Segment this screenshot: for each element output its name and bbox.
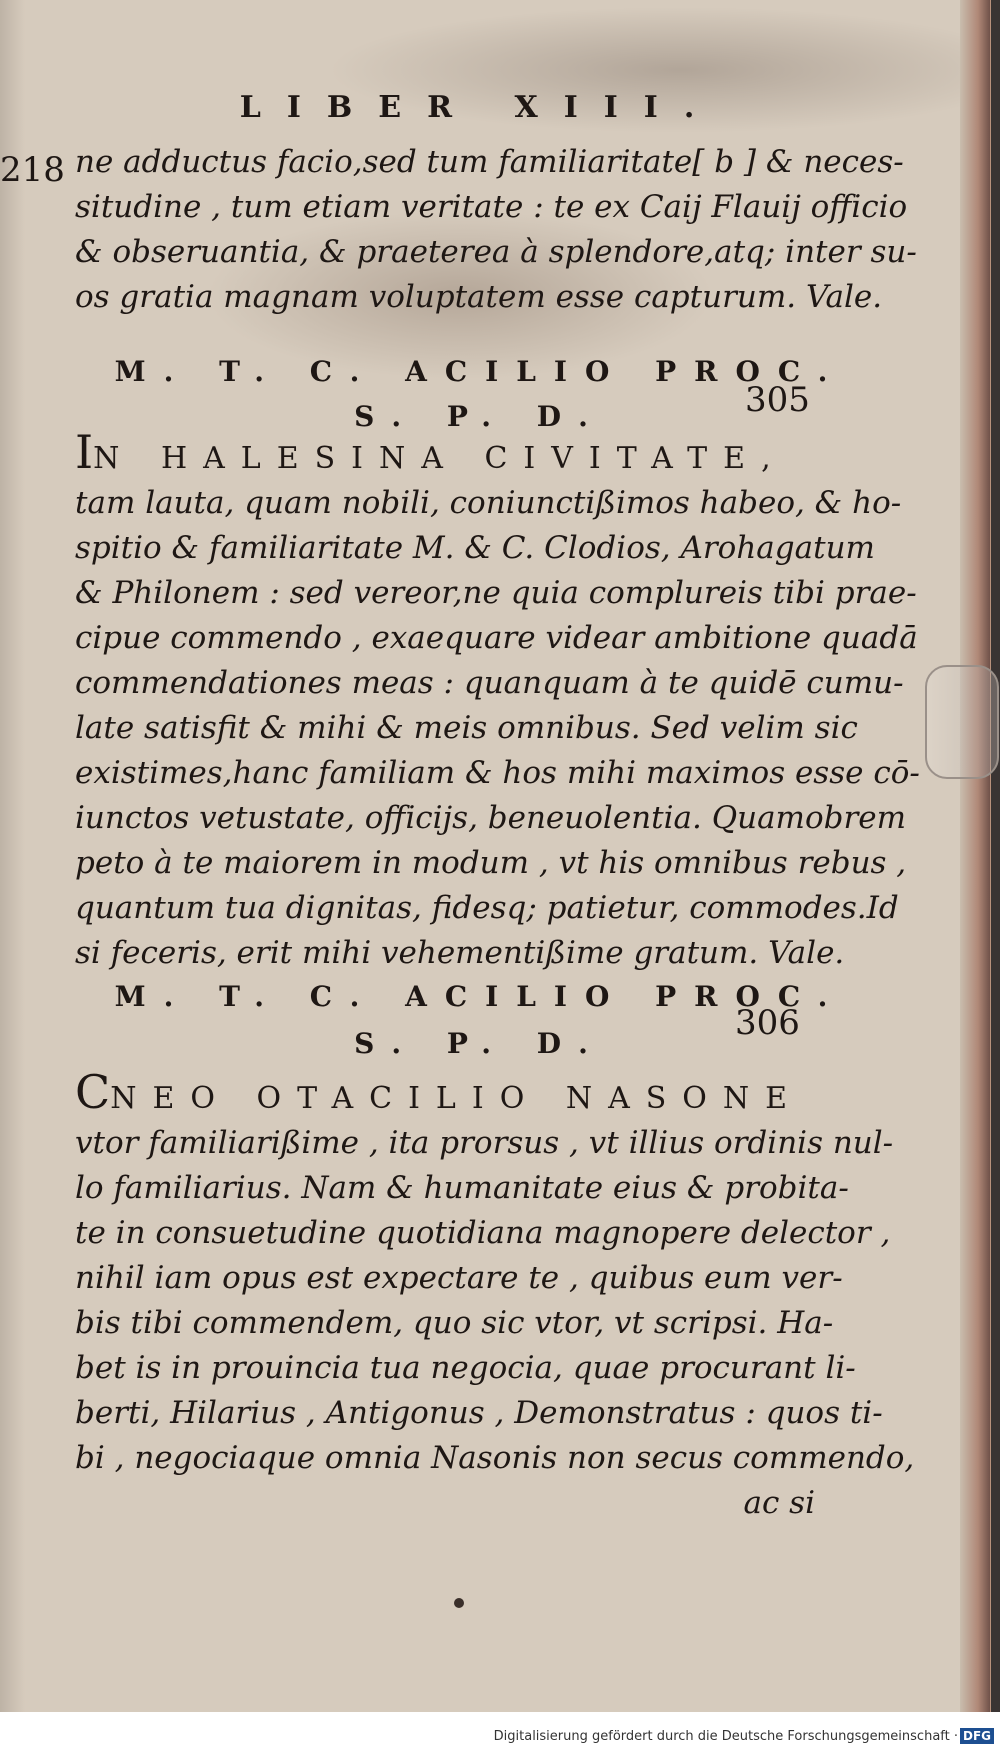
text-line: bet is in prouincia tua negocia, quae procurant li-: [75, 1350, 856, 1386]
text-line: existimes,hanc familiam & hos mihi maximos esse cō-: [75, 755, 920, 791]
text-line: & obseruantia, & praeterea à splendore,atq; inter su-: [75, 234, 917, 270]
text-line: quantum tua dignitas, fidesq; patietur, commodes.Id: [75, 890, 899, 926]
page-edge: [960, 0, 990, 1712]
text-line: te in consuetudine quotidiana magnopere delector ,: [75, 1215, 891, 1251]
text-line: commendationes meas : quanquam à te quidē cumu-: [75, 665, 904, 701]
opening-words: N HALESINA CIVITATE,: [93, 441, 787, 476]
text-line: & Philonem : sed vereor,ne quia complureis tibi prae-: [75, 575, 917, 611]
text-line: bi , negociaque omnia Nasonis non secus commendo,: [75, 1440, 915, 1476]
dfg-logo: DFG: [960, 1728, 994, 1744]
drop-cap: C: [75, 1065, 111, 1119]
printer-ornament-dot: [454, 1598, 464, 1608]
letter-305-address: M. T. C. ACILIO PROC.: [114, 355, 846, 388]
text-line: peto à te maiorem in modum , vt his omnibus rebus ,: [75, 845, 907, 881]
running-header: LIBER XIII.: [239, 90, 721, 125]
text-line: vtor familiarißime , ita prorsus , vt illius ordinis nul-: [75, 1125, 894, 1161]
text-line: cipue commendo , exaequare videar ambitione quadā: [75, 620, 918, 656]
letter-305-body: [75, 425, 920, 976]
intro-paragraph: [75, 140, 917, 320]
letter-306-number: 306: [735, 1003, 800, 1043]
text-line: nihil iam opus est expectare te , quibus eum ver-: [75, 1260, 843, 1296]
opening-words: NEO OTACILIO NASONE: [110, 1081, 804, 1116]
letter-306-address: M. T. C. ACILIO PROC.: [114, 980, 846, 1013]
text-line: os gratia magnam voluptatem esse capturum. Vale.: [75, 279, 883, 315]
text-line: iunctos vetustate, officijs, beneuolentia. Quamobrem: [75, 800, 907, 836]
glass-clip: [925, 665, 999, 779]
text-line: spitio & familiaritate M. & C. Clodios, Arohagatum: [75, 530, 875, 566]
text-line: late satisfit & mihi & meis omnibus. Sed velim sic: [75, 710, 858, 746]
text-line: bis tibi commendem, quo sic vtor, vt scripsi. Ha-: [75, 1305, 834, 1341]
letter-306-body: [75, 1065, 915, 1526]
drop-cap: I: [75, 425, 94, 479]
text-line: berti, Hilarius , Antigonus , Demonstratus : quos ti-: [75, 1395, 883, 1431]
text-line: tam lauta, quam nobili, coniunctißimos habeo, & ho-: [75, 485, 902, 521]
letter-305-opening: [75, 425, 815, 481]
footer-credit: Digitalisierung gefördert durch die Deutsche Forschungsgemeinschaft ·: [493, 1729, 958, 1744]
digitization-footer: [0, 1712, 1000, 1761]
text-line: ne adductus facio,sed tum familiaritate[ b ] & neces-: [75, 144, 904, 180]
letter-305-salutation: S. P. D.: [354, 400, 606, 433]
text-line: situdine , tum etiam veritate : te ex Caij Flauij officio: [75, 189, 908, 225]
text-line: lo familiarius. Nam & humanitate eius & probita-: [75, 1170, 849, 1206]
letter-306-opening: [75, 1065, 815, 1121]
catchword: ac si: [743, 1485, 815, 1521]
letter-305-number: 305: [745, 380, 810, 420]
page-number: 218: [0, 150, 65, 190]
letter-306-salutation: S. P. D.: [354, 1027, 606, 1060]
text-line: si feceris, erit mihi vehementißime gratum. Vale.: [75, 935, 845, 971]
